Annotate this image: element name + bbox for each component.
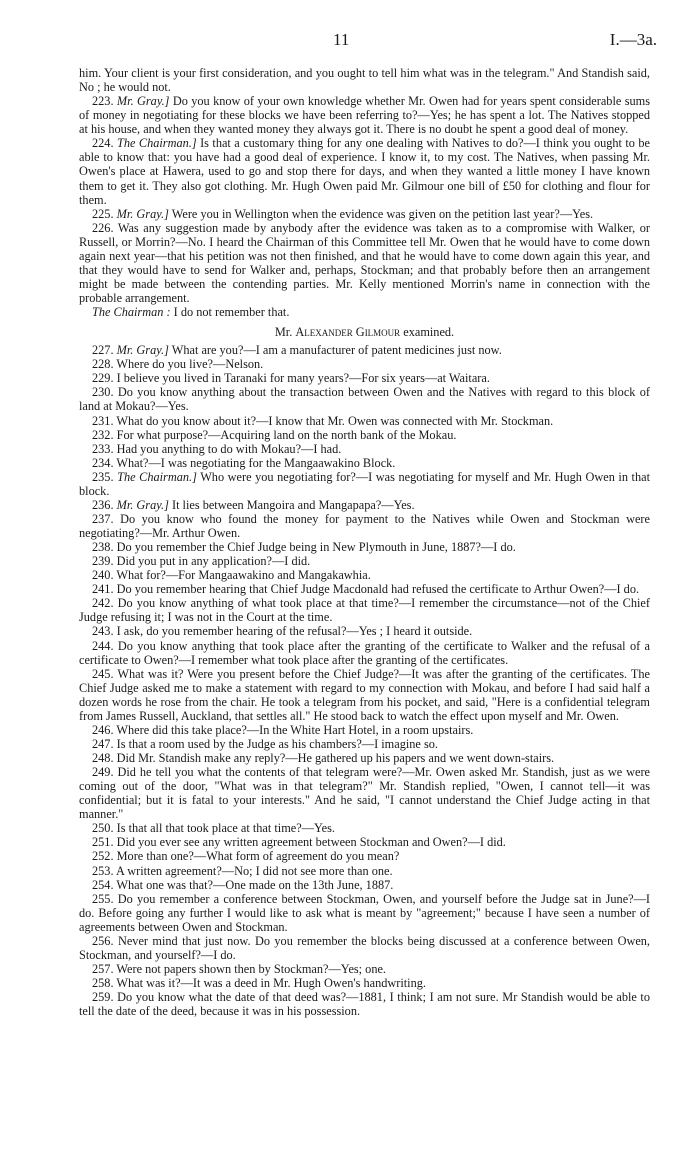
question-text: Is that a customary thing for any one dealing with Natives to do?—I think you ought to be able to know that: you have had a good deal of experience. I know it, to my cost. The Natives, when passing Mr. Owen's place at Hawera, used to go and stop there for days, and when they wanted a little money I have known them to get it. They also got clothing. Mr. Hugh Owen paid Mr. Gilmour one bill of £50 for clothing and flour for them.: [79, 136, 651, 207]
question-text: Do you remember a conference between Stockman, Owen, and yourself before the Judge sat in June?—I do. Before going any further I would like to ask what is meant by "agreement;" because I have seen a number of agreements between Owen and Stockman.: [79, 891, 650, 934]
question-text: Did you put in any application?—I did.: [116, 554, 311, 569]
question-text: Did you ever see any written agreement between Stockman and Owen?—I did.: [116, 835, 506, 850]
question-number: 245.: [92, 666, 114, 681]
paragraph: [79, 66, 650, 94]
document-reference: I.—3a.: [609, 30, 657, 49]
speaker-label: Mr. Gray.]: [116, 343, 169, 358]
question-number: 233.: [92, 441, 114, 456]
question-number: 253.: [92, 863, 114, 878]
question-text: Where do you live?—Nelson.: [116, 357, 264, 372]
question-number: 248.: [92, 751, 114, 765]
question-number: 250.: [92, 821, 114, 836]
question-paragraph: [79, 136, 650, 206]
question-paragraph: [79, 990, 650, 1018]
page-number: 11: [333, 30, 350, 49]
question-number: 258.: [92, 976, 114, 990]
question-paragraph: [79, 357, 650, 371]
question-text: More than one?—What form of agreement do you mean?: [116, 849, 400, 864]
question-paragraph: [79, 849, 650, 863]
question-text: Had you anything to do with Mokau?—I had.: [116, 441, 342, 456]
question-text: Was any suggestion made by anybody after the evidence was taken as to a compromise with Walker, or Russell, or Morrin?—No. I heard the Chairman of this Committee tell Mr. Owen that he would have to come down again next year—that his petition was not then finished, and that he would have to come down again this year, and that they would have to send for Walker and, perhaps, Stockman; and that probably before then an arrangement might be made between the contending parties. Mr. Kelly mentioned Morrin's name in connection with the probable arrangement.: [79, 220, 651, 305]
speaker-label: The Chairman.]: [117, 469, 197, 484]
question-text: It lies between Mangoira and Mangapapa?—Yes.: [171, 497, 415, 512]
question-text: Where did this take place?—In the White Hart Hotel, in a room upstairs.: [116, 722, 474, 737]
question-paragraph: [79, 976, 650, 990]
question-number: 238.: [92, 540, 114, 555]
question-text: Do you remember the Chief Judge being in New Plymouth in June, 1887?—I do.: [116, 540, 516, 555]
question-paragraph: [79, 554, 650, 568]
question-paragraph: [79, 470, 650, 498]
question-text: Who were you negotiating for?—I was negotiating for myself and Mr. Hugh Owen in that block.: [79, 469, 650, 498]
question-number: 224.: [92, 136, 114, 151]
question-paragraph: [79, 540, 650, 554]
question-paragraph: [79, 667, 650, 723]
question-number: 225.: [92, 206, 114, 221]
question-number: 249.: [92, 765, 114, 780]
question-paragraph: [79, 835, 650, 849]
page-header: [0, 30, 700, 54]
question-paragraph: [79, 568, 650, 582]
witness-name: Alexander Gilmour: [295, 325, 401, 340]
question-number: 229.: [92, 371, 114, 386]
chairman-remark: [79, 305, 650, 319]
question-text: What do you know about it?—I know that Mr. Owen was connected with Mr. Stockman.: [116, 413, 554, 428]
question-paragraph: [79, 639, 650, 667]
heading-suffix: examined.: [400, 325, 455, 340]
question-number: 244.: [92, 638, 114, 653]
speaker-label: Mr. Gray.]: [116, 206, 169, 221]
question-number: 232.: [92, 427, 114, 442]
question-paragraph: [79, 207, 650, 221]
question-paragraph: [79, 428, 650, 442]
question-paragraph: [79, 723, 650, 737]
question-number: 254.: [92, 877, 114, 892]
question-number: 256.: [92, 933, 114, 948]
question-paragraph: [79, 624, 650, 638]
question-number: 223.: [92, 94, 114, 109]
question-number: 241.: [92, 582, 114, 597]
question-paragraph: [79, 962, 650, 976]
question-text: Is that all that took place at that time?—Yes.: [116, 821, 335, 836]
question-text: What for?—For Mangaawakino and Mangakawhia.: [116, 568, 371, 583]
remark-text: I do not remember that.: [173, 305, 290, 320]
question-paragraph: [79, 582, 650, 596]
question-text: Do you know anything of what took place at that time?—I remember the circumstance—not of the Chief Judge refusing it; I was not in the Court at the time.: [79, 596, 650, 625]
question-paragraph: [79, 934, 650, 962]
question-text: A written agreement?—No; I did not see more than one.: [115, 863, 393, 878]
question-text: Do you remember hearing that Chief Judge Macdonald had refused the certificate to Arthur Owen?—I do.: [116, 582, 640, 597]
question-text: What was it?—It was a deed in Mr. Hugh Owen's handwriting.: [116, 976, 426, 990]
question-paragraph: [79, 864, 650, 878]
question-number: 242.: [92, 596, 114, 611]
question-paragraph: [79, 442, 650, 456]
question-number: 227.: [92, 343, 114, 358]
question-number: 226.: [92, 220, 114, 235]
question-number: 257.: [92, 961, 114, 976]
question-text: I believe you lived in Taranaki for many years?—For six years—at Waitara.: [116, 371, 490, 386]
question-number: 237.: [92, 511, 114, 526]
question-number: 235.: [92, 469, 114, 484]
speaker-label: Mr. Gray.]: [116, 94, 170, 109]
question-paragraph: [79, 821, 650, 835]
question-paragraph: [79, 892, 650, 934]
speaker-label: The Chairman :: [92, 305, 171, 320]
question-paragraph: [79, 737, 650, 751]
question-text: Did he tell you what the contents of that telegram were?—Mr. Owen asked Mr. Standish, just as we were coming out of the door, "What was in that telegram?" Mr. Standish replied, "Owen, I cannot tell—it was confidential; but it is fatal to your interests." And he said, "I cannot understand the Chief Judge acting in that manner.": [79, 765, 651, 822]
question-paragraph: [79, 385, 650, 413]
question-number: 234.: [92, 455, 114, 470]
question-number: 259.: [92, 990, 114, 1005]
question-number: 230.: [92, 385, 114, 400]
question-text: I ask, do you remember hearing of the refusal?—Yes ; I heard it outside.: [116, 624, 473, 639]
question-paragraph: [79, 371, 650, 385]
paragraph-text: him. Your client is your first consideration, and you ought to tell him what was in the telegram." And Standish said, No ; he would not.: [79, 66, 650, 95]
question-text: For what purpose?—Acquiring land on the north bank of the Mokau.: [116, 427, 457, 442]
question-number: 251.: [92, 835, 114, 850]
question-paragraph: [79, 456, 650, 470]
witness-title: Mr.: [274, 325, 296, 340]
question-paragraph: [79, 498, 650, 512]
question-number: 252.: [92, 849, 114, 864]
question-text: Never mind that just now. Do you remember the blocks being discussed at a conference between Owen, Stockman, and yourself?—I do.: [79, 933, 651, 962]
question-text: Do you know who found the money for payment to the Natives while Owen and Stockman were negotiating?—Mr. Arthur Owen.: [79, 511, 650, 540]
question-number: 247.: [92, 736, 114, 751]
question-text: What are you?—I am a manufacturer of patent medicines just now.: [171, 343, 502, 358]
question-text: Do you know what the date of that deed was?—1881, I think; I am not sure. Mr Standish would be able to tell the date of the deed, because it was in his possession.: [79, 990, 650, 1019]
question-paragraph: [79, 343, 650, 357]
question-text: Were you in Wellington when the evidence was given on the petition last year?—Yes.: [171, 206, 594, 221]
section-heading: [79, 325, 650, 339]
question-paragraph: [79, 596, 650, 624]
question-number: 228.: [92, 357, 114, 372]
question-number: 240.: [92, 568, 114, 583]
question-number: 255.: [92, 891, 114, 906]
question-paragraph: [79, 751, 650, 765]
question-text: Were not papers shown then by Stockman?—Yes; one.: [116, 961, 387, 976]
question-number: 246.: [92, 722, 114, 737]
question-paragraph: [79, 94, 650, 136]
question-paragraph: [79, 221, 650, 305]
question-number: 236.: [92, 497, 114, 512]
question-text: Do you know of your own knowledge whether Mr. Owen had for years spent considerable sums of money in negotiating for these blocks we have been referring to?—Yes; he has spent a lot. The Natives stopped at his house, and when they wanted money they always got it. There is no doubt he spent a good deal of money.: [79, 94, 650, 137]
document-body: [79, 66, 650, 1018]
question-paragraph: [79, 414, 650, 428]
question-paragraph: [79, 765, 650, 821]
question-text: What one was that?—One made on the 13th June, 1887.: [116, 877, 394, 892]
question-number: 243.: [92, 624, 114, 639]
question-text: What was it? Were you present before the Chief Judge?—It was after the granting of the certificates. The Chief Judge asked me to make a statement with regard to my connection with Mokau, and before I had said half a dozen words he rose from the chair. He took a telegram from his pocket, and said, "Here is a confidential telegram from James Russell, Auckland, that settles all." He stood back to watch the effect upon myself and Mr. Owen.: [79, 666, 650, 723]
question-text: Is that a room used by the Judge as his chambers?—I imagine so.: [116, 736, 438, 751]
question-text: What?—I was negotiating for the Mangaawakino Block.: [116, 455, 396, 470]
question-text: Did Mr. Standish make any reply?—He gathered up his papers and we went down-stairs.: [116, 751, 555, 765]
question-paragraph: [79, 878, 650, 892]
speaker-label: Mr. Gray.]: [116, 497, 169, 512]
speaker-label: The Chairman.]: [116, 136, 197, 151]
question-number: 239.: [92, 554, 114, 569]
question-text: Do you know anything that took place after the granting of the certificate to Walker and the refusal of a certificate to Owen?—I remember what took place after the granting of the certificates.: [79, 638, 650, 667]
question-number: 231.: [92, 413, 114, 428]
question-text: Do you know anything about the transaction between Owen and the Natives with regard to this block of land at Mokau?—Yes.: [79, 385, 650, 414]
question-paragraph: [79, 512, 650, 540]
